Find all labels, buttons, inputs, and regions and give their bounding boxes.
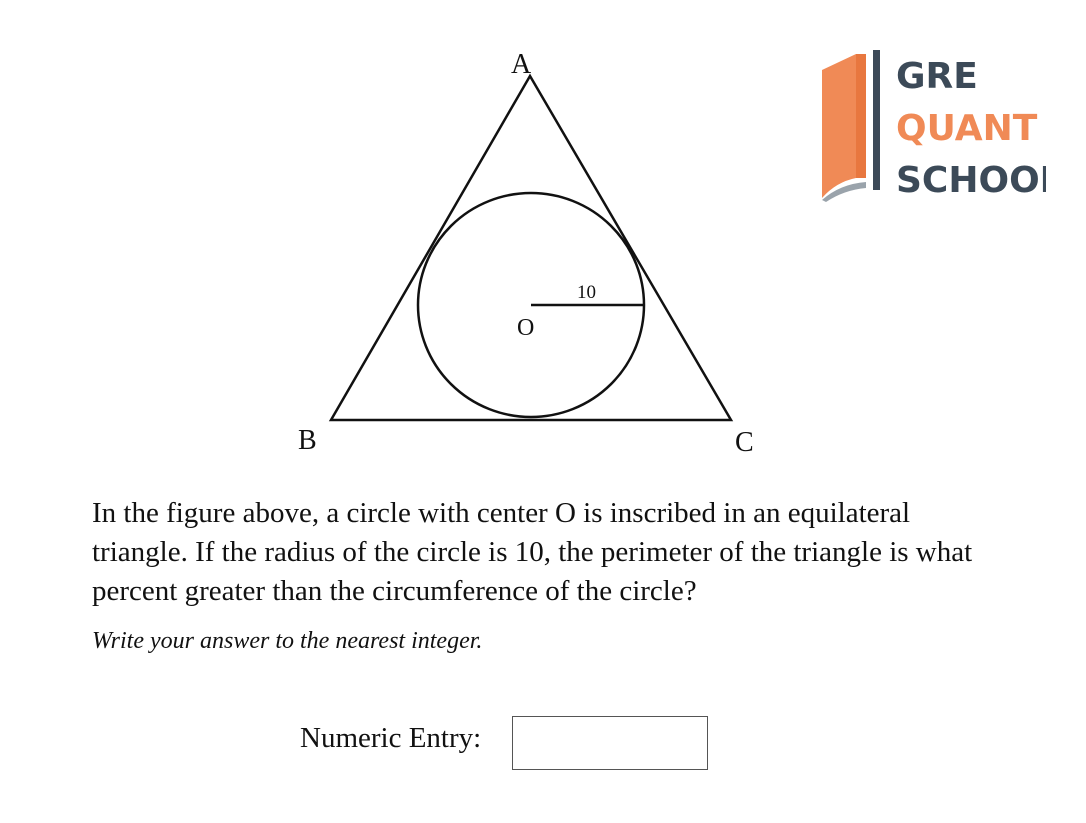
book-icon xyxy=(816,50,1046,210)
vertex-c-label: C xyxy=(735,427,754,458)
answer-instruction: Write your answer to the nearest integer. xyxy=(92,628,483,654)
equilateral-triangle xyxy=(331,76,731,420)
center-label: O xyxy=(517,315,535,341)
logo-line-quant: QUANT xyxy=(896,108,1038,149)
gre-quant-school-logo xyxy=(816,50,1046,210)
vertex-a-label: A xyxy=(511,49,532,80)
radius-label: 10 xyxy=(577,282,596,303)
logo-line-gre: GRE xyxy=(896,56,978,97)
numeric-entry-label: Numeric Entry: xyxy=(300,722,482,754)
vertex-b-label: B xyxy=(298,425,317,456)
question-text: In the figure above, a circle with center O is inscribed in an equilateral triangle. If the radius of the circle is 10, the perimeter of the triangle is what percent greater than the circumference of the circle? xyxy=(92,497,973,607)
logo-line-school: SCHOOL xyxy=(896,160,1046,201)
numeric-entry-input[interactable] xyxy=(512,716,708,770)
